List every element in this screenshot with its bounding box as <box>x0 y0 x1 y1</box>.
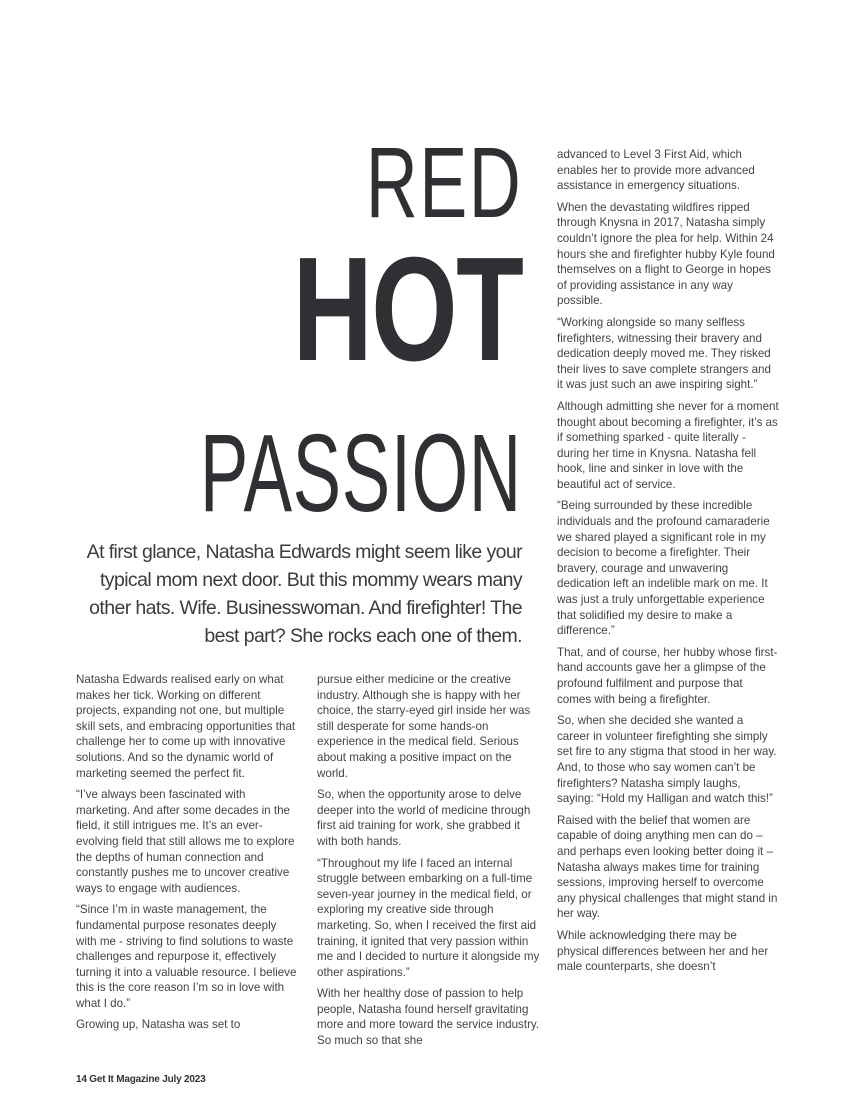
paragraph: When the devastating wildfires ripped through Knysna in 2017, Natasha simply couldn’t ignore the plea for help. Within 24 hours she and firefighter hubby Kyle found themselves on a flight to George in hopes of providing assistance in any way possible. <box>557 200 775 308</box>
intro-line: At first glance, Natasha Edwards might seem like your <box>86 541 522 563</box>
headline-line-hot: HOT <box>292 227 522 392</box>
body-column-3 <box>557 147 779 981</box>
body-column-1 <box>76 672 298 1039</box>
paragraph: advanced to Level 3 First Aid, which enables her to provide more advanced assistance in emergency situations. <box>557 148 755 193</box>
paragraph: “Throughout my life I faced an internal struggle between embarking on a full-time seven-year journey in the medical field, or exploring my creative side through marketing. So, when I received the first aid training, it ignited that very passion within me and I decided to nurture it alongside my other aspirations.” <box>317 856 540 979</box>
page-footer: 14 Get It Magazine July 2023 <box>76 1074 206 1085</box>
paragraph: pursue either medicine or the creative industry. Although she is happy with her choice, the starry-eyed girl inside her was still desperate for some hands-on experience in the medical field. Serious about making a positive impact on the world. <box>317 673 531 780</box>
paragraph: Although admitting she never for a moment thought about becoming a firefighter, it’s as if something sparked - quite literally - during her time in Knysna. Natasha fell hook, line and sinker in love with the beautiful act of service. <box>557 399 779 491</box>
paragraph: “I’ve always been fascinated with marketing. And after some decades in the field, it still intrigues me. It’s an ever-evolving field that still allows me to explore the depths of human connection and constantly pushes me to uncover creative ways to engage with audiences. <box>76 788 295 895</box>
paragraph: With her healthy dose of passion to help people, Natasha found herself gravitating more and more toward the service industry. So much so that she <box>317 987 540 1048</box>
body-column-2 <box>317 672 541 1055</box>
paragraph: Natasha Edwards realised early on what makes her tick. Working on different projects, expanding not one, but multiple skill sets, and embracing opportunities that challenge her to come up with innovative solutions. And so the dynamic world of marketing seemed the perfect fit. <box>76 673 296 780</box>
paragraph: “Since I’m in waste management, the fundamental purpose resonates deeply with me - striving to find solutions to waste challenges and repurpose it, effectively turning it into a valuable resource. I believe this is the core reason I’m so in love with what I do.” <box>76 903 297 1010</box>
headline-line-red: RED <box>365 127 522 239</box>
paragraph: “Working alongside so many selfless firefighters, witnessing their bravery and dedication deeply moved me. They risked their lives to save complete strangers and it was just such an awe inspiring sight.” <box>557 315 771 392</box>
paragraph: While acknowledging there may be physical differences between her and her male counterparts, she doesn’t <box>557 928 769 974</box>
paragraph: Growing up, Natasha was set to <box>76 1018 241 1032</box>
paragraph: So, when the opportunity arose to delve deeper into the world of medicine through first aid training for work, she grabbed it with both hands. <box>317 788 531 848</box>
paragraph: Raised with the belief that women are capable of doing anything men can do – and perhaps even looking better doing it – Natasha always makes time for training sessions, improving herself to overcome any physical challenges that might stand in her way. <box>557 813 778 921</box>
headline-line-passion: PASSION <box>200 412 522 535</box>
paragraph: “Being surrounded by these incredible individuals and the profound camaraderie we shared played a significant role in my decision to become a firefighter. Their bravery, courage and unwavering dedication left an indelible mark on me. It was just a truly unforgettable experience that solidified my desire to make a difference.” <box>557 499 770 638</box>
intro-line: other hats. Wife. Businesswoman. And firefighter! The <box>89 597 522 619</box>
paragraph: So, when she decided she wanted a career in volunteer firefighting she simply set fire to any stigma that stood in her way. And, to those who say women can’t be firefighters? Natasha simply laughs, saying: “Hold my Halligan and watch this!” <box>557 714 777 806</box>
intro-line: best part? She rocks each one of them. <box>204 625 522 647</box>
intro-standfirst <box>0 538 522 650</box>
intro-line: typical mom next door. But this mommy wears many <box>99 569 522 591</box>
paragraph: That, and of course, her hubby whose first-hand accounts gave her a glimpse of the profound fulfilment and purpose that comes with being a firefighter. <box>557 645 778 706</box>
